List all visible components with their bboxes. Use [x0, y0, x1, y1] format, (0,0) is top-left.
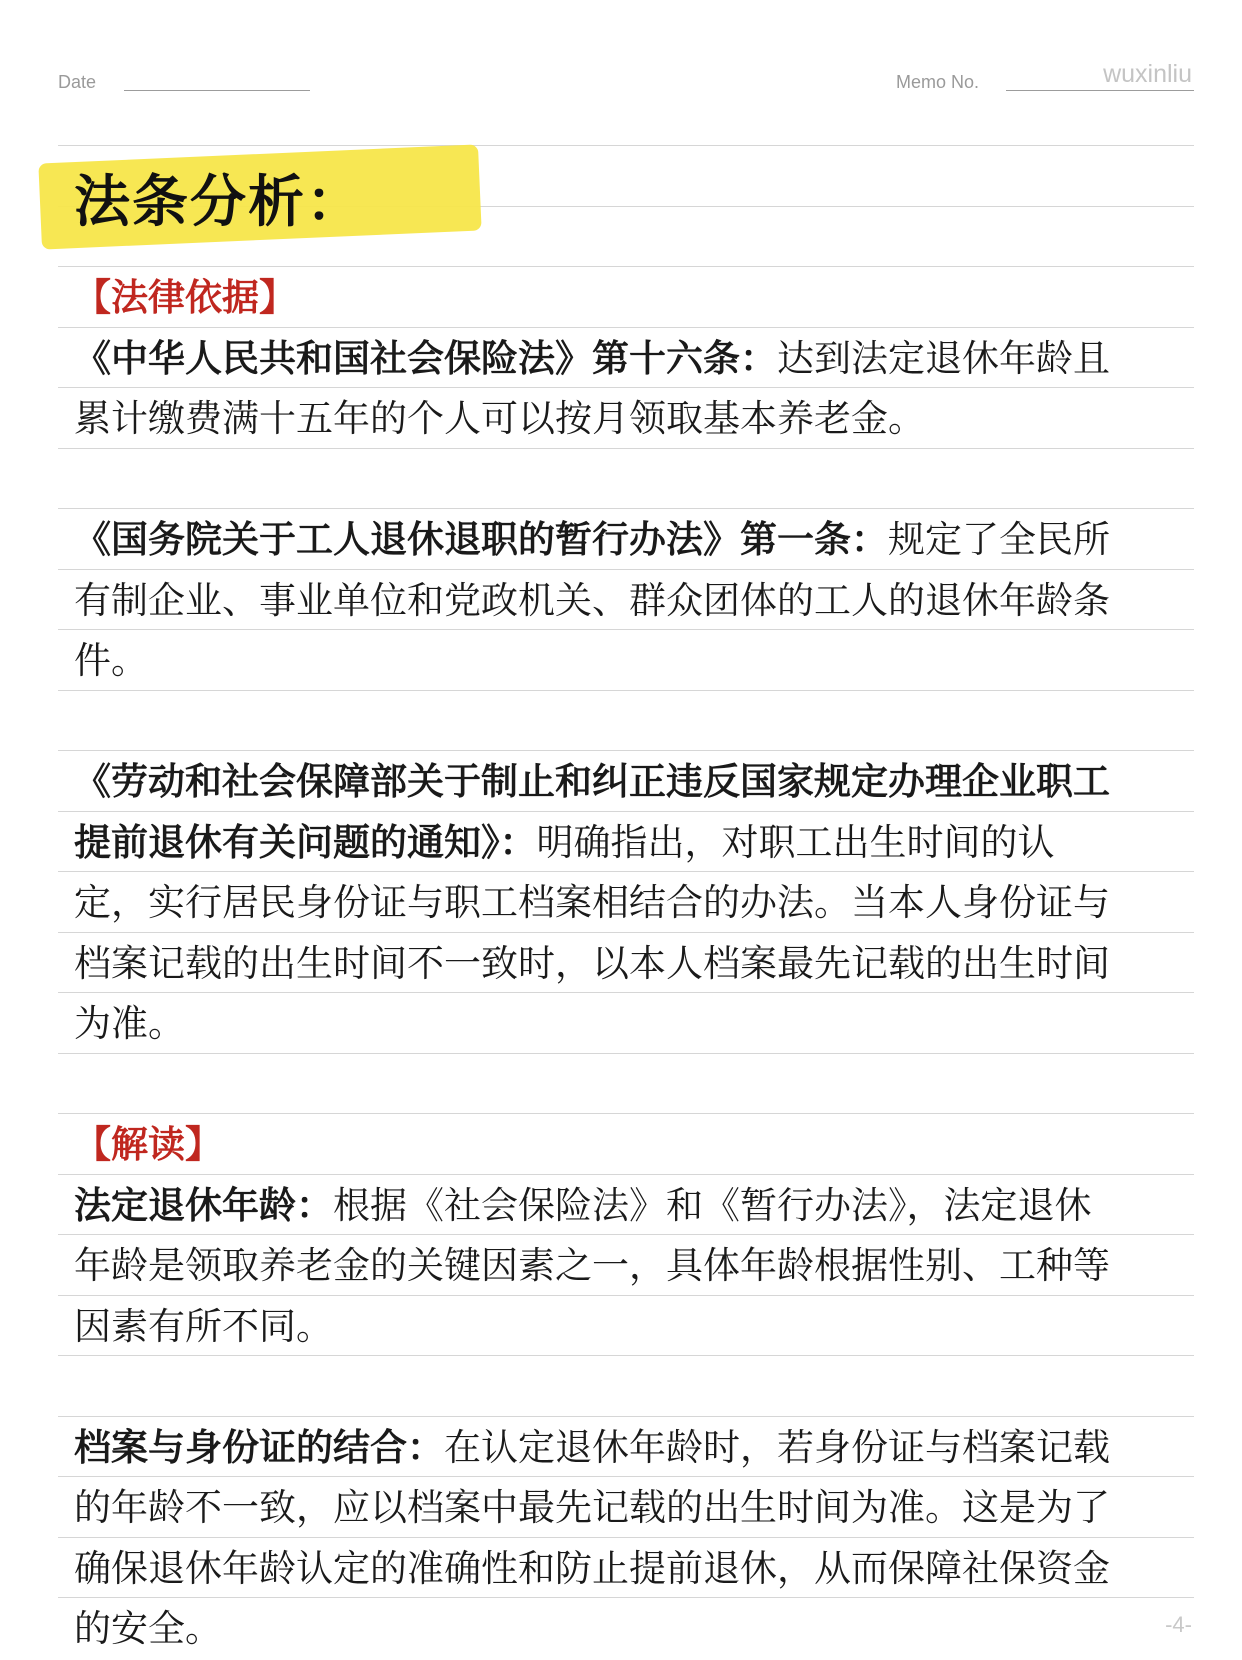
p5-text-1: 在认定退休年龄时，若身份证与档案记载: [444, 1426, 1110, 1469]
p2-line-2: 有制企业、事业单位和党政机关、群众团体的工人的退休年龄条: [74, 579, 1110, 622]
p2-line-1: [74, 510, 1184, 570]
p3-law-title-end: 提前退休有关问题的通知》：: [74, 821, 537, 864]
interp-heading: 【解读】: [74, 1123, 222, 1166]
p5-line-2: 的年龄不一致，应以档案中最先记载的出生时间为准。这是为了: [74, 1486, 1110, 1529]
p5-line-3: 确保退休年龄认定的准确性和防止提前退休，从而保障社保资金: [74, 1547, 1110, 1590]
p2-line-3: 件。: [74, 639, 148, 682]
p4-text-1: 根据《社会保险法》和《暂行办法》，法定退休: [333, 1184, 1092, 1227]
p4-term: 法定退休年龄：: [74, 1184, 333, 1227]
p2-text-1: 规定了全民所: [888, 518, 1110, 561]
p3-line-5: 为准。: [74, 1002, 185, 1045]
p1-text-1: 达到法定退休年龄且: [777, 337, 1110, 380]
memo-line: [1006, 90, 1194, 91]
p1-line-1: [74, 329, 1184, 389]
p3-text-2: 明确指出，对职工出生时间的认: [536, 821, 1055, 864]
p5-line-4: 的安全。: [74, 1607, 222, 1650]
page-number: -4-: [1165, 1612, 1192, 1637]
date-line: [124, 90, 310, 91]
p5-line-1: [74, 1418, 1184, 1478]
p4-line-1: [74, 1176, 1184, 1236]
date-label: Date: [58, 72, 97, 92]
p1-law-title: 《中华人民共和国社会保险法》第十六条：: [74, 337, 777, 380]
p1-line-2: 累计缴费满十五年的个人可以按月领取基本养老金。: [74, 397, 925, 440]
p3-line-1: 《劳动和社会保障部关于制止和纠正违反国家规定办理企业职工: [74, 760, 1110, 803]
basis-heading: 【法律依据】: [74, 276, 296, 319]
p3-line-2: [74, 813, 1184, 873]
memo-label: Memo No.: [896, 72, 980, 92]
page-title: 法条分析：: [74, 170, 364, 235]
p2-law-title: 《国务院关于工人退休退职的暂行办法》第一条：: [74, 518, 888, 561]
p5-term: 档案与身份证的结合：: [74, 1426, 444, 1469]
p3-line-3: 定，实行居民身份证与职工档案相结合的办法。当本人身份证与: [74, 881, 1110, 924]
watermark: wuxinliu: [1103, 60, 1192, 88]
p4-line-2: 年龄是领取养老金的关键因素之一，具体年龄根据性别、工种等: [74, 1244, 1110, 1287]
p3-line-4: 档案记载的出生时间不一致时，以本人档案最先记载的出生时间: [74, 942, 1110, 985]
p4-line-3: 因素有所不同。: [74, 1305, 333, 1348]
